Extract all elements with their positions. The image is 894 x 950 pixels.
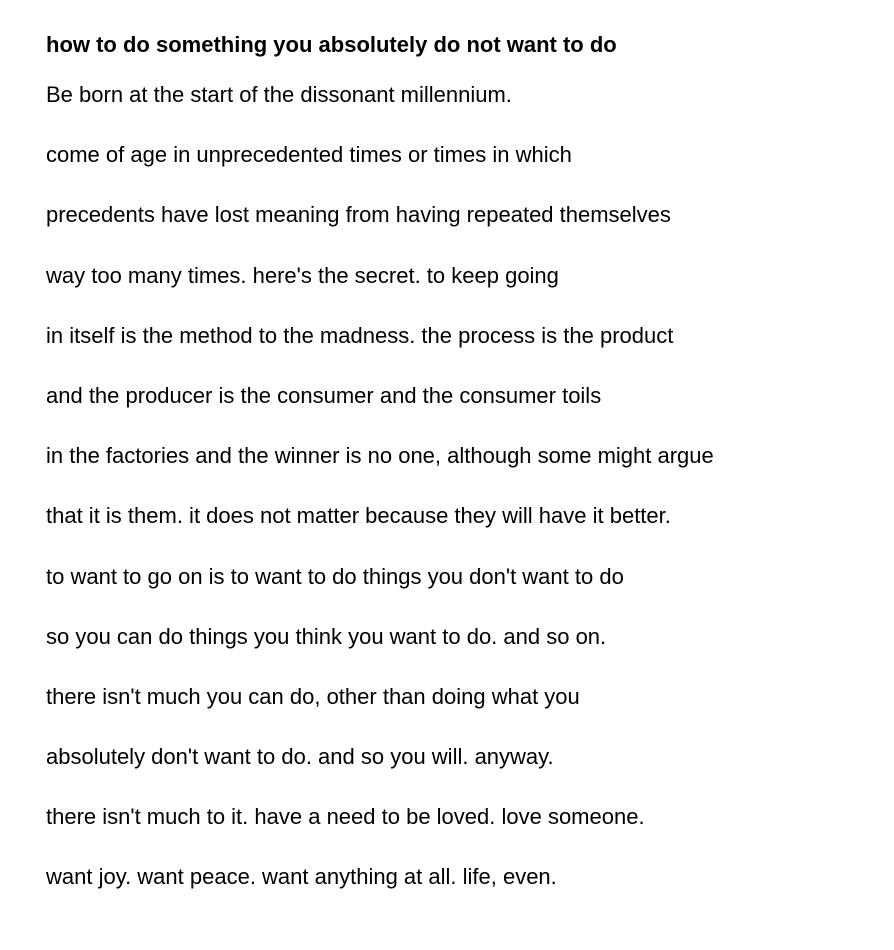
poem-line: and the producer is the consumer and the consumer toils	[46, 382, 602, 408]
poem-line: want joy. want peace. want anything at all. life, even.	[46, 864, 557, 890]
poem-title: how to do something you absolutely do not want to do	[46, 32, 617, 57]
document-page	[46, 30, 876, 923]
poem-line: absolutely don't want to do. and so you will. anyway.	[46, 744, 554, 770]
poem-line: there isn't much you can do, other than doing what you	[46, 683, 580, 709]
poem-line: in the factories and the winner is no one, although some might argue	[46, 443, 714, 469]
poem-line: precedents have lost meaning from having repeated themselves	[46, 202, 671, 228]
poem-line: in itself is the method to the madness. the process is the product	[46, 322, 674, 348]
poem-line: to want to go on is to want to do things you don't want to do	[46, 563, 624, 589]
poem-line: way too many times. here's the secret. to keep going	[46, 262, 559, 288]
poem-line: come of age in unprecedented times or times in which	[46, 142, 572, 168]
poem-body	[46, 80, 876, 892]
poem-line: that it is them. it does not matter because they will have it better.	[46, 503, 671, 529]
poem-line: there isn't much to it. have a need to be loved. love someone.	[46, 804, 645, 830]
poem-line: so you can do things you think you want to do. and so on.	[46, 623, 607, 649]
poem-line: Be born at the start of the dissonant millennium.	[46, 82, 512, 107]
